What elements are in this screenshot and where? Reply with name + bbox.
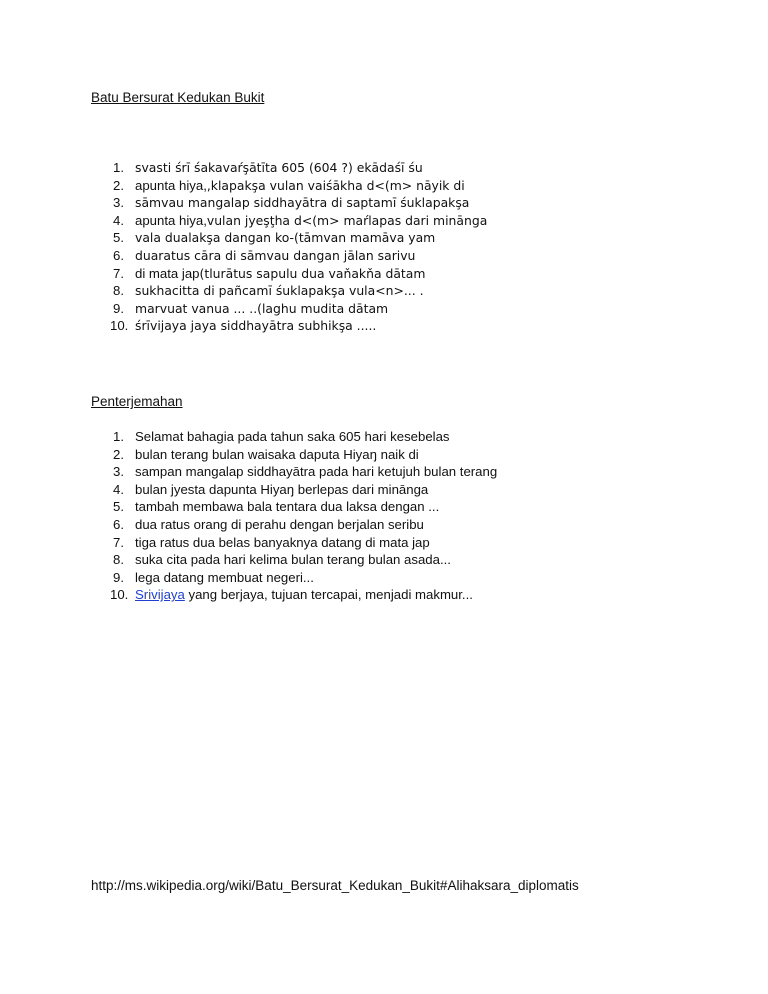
item-number: 4 . (110, 212, 124, 230)
list-item (110, 265, 487, 283)
item-text: di mata jap(tlurātus sapulu dua vaňakňa dātam (135, 265, 426, 281)
item-text: duaratus cāra di sāmvau dangan jālan sarivu (135, 247, 416, 263)
list-item (110, 551, 497, 569)
item-number: 9 . (110, 569, 124, 587)
list-item (110, 317, 487, 335)
item-text: sukhacitta di pañcamī śuklapakşa vula<n>... . (135, 283, 424, 299)
item-number: 9 . (110, 300, 124, 318)
item-number: 8 . (110, 282, 124, 300)
list-item (110, 247, 487, 265)
transliteration-list (110, 159, 487, 335)
item-text: Selamat bahagia pada tahun saka 605 hari kesebelas (135, 429, 450, 444)
item-text: bulan terang bulan waisaka daputa Hiyaŋ naik di (135, 446, 419, 462)
list-item (110, 481, 497, 499)
item-text: apunta hiya,,klapakşa vulan vaiśākha d<(m> nāyik di (135, 177, 465, 193)
item-number: 6 . (110, 516, 124, 534)
item-number: 1 . (110, 159, 124, 177)
item-number: 10 . (110, 317, 124, 335)
item-number: 3 . (110, 463, 124, 481)
item-text: svasti śrī śakavaŕşātīta 605 (604 ?) ekādaśī śu (135, 160, 423, 175)
list-item (110, 463, 497, 481)
list-item (110, 300, 487, 318)
list-item (110, 229, 487, 247)
item-text: tiga ratus dua belas banyaknya datang di mata jap (135, 534, 430, 550)
item-text: dua ratus orang di perahu dengan berjalan seribu (135, 516, 424, 532)
item-number: 2 . (110, 177, 124, 195)
source-url: http://ms.wikipedia.org/wiki/Batu_Bersurat_Kedukan_Bukit#Alihaksara_diplomatis (91, 878, 579, 893)
list-item (110, 194, 487, 212)
item-number: 5 . (110, 498, 124, 516)
item-number: 1 . (110, 428, 124, 446)
item-number: 10 . (110, 586, 124, 604)
item-number: 4 . (110, 481, 124, 499)
list-item (110, 569, 497, 587)
item-text: bulan jyesta dapunta Hiyaŋ berlepas dari minānga (135, 481, 429, 497)
srivijaya-link[interactable]: Srivijaya (135, 587, 185, 603)
list-item (110, 586, 497, 604)
list-item (110, 282, 487, 300)
translation-list (110, 428, 497, 604)
item-number: 6 . (110, 247, 124, 265)
item-number: 7 . (110, 534, 124, 552)
list-item (110, 534, 497, 552)
item-text: marvuat vanua ... ..(laghu mudita dātam (135, 300, 389, 316)
item-number: 7 . (110, 265, 124, 283)
item-text: lega datang membuat negeri... (135, 569, 314, 585)
list-item (110, 428, 497, 446)
translation-heading: Penterjemahan (91, 394, 183, 409)
document-title: Batu Bersurat Kedukan Bukit (91, 90, 265, 105)
item-text: sampan mangalap siddhayātra pada hari ketujuh bulan terang (135, 464, 498, 480)
item-text: vala dualakşa dangan ko-(tāmvan mamāva yam (135, 230, 436, 246)
list-item (110, 177, 487, 195)
list-item (110, 159, 487, 177)
list-item (110, 516, 497, 534)
item-text: yang berjaya, tujuan tercapai, menjadi makmur... (184, 587, 473, 603)
item-text: suka cita pada hari kelima bulan terang bulan asada... (135, 552, 451, 568)
item-number: 5 . (110, 229, 124, 247)
item-number: 2 . (110, 446, 124, 464)
list-item (110, 212, 487, 230)
list-item (110, 446, 497, 464)
item-number: 8 . (110, 551, 124, 569)
item-text: śrīvijaya jaya siddhayātra subhikşa ..... (135, 318, 377, 334)
item-number: 3 . (110, 194, 124, 212)
item-text: sāmvau mangalap siddhayātra di saptamī śuklapakşa (135, 195, 470, 211)
list-item (110, 498, 497, 516)
item-text: apunta hiya,vulan jyeşţha d<(m> maŕlapas dari minānga (135, 212, 488, 228)
item-text: tambah membawa bala tentara dua laksa dengan ... (135, 499, 440, 515)
